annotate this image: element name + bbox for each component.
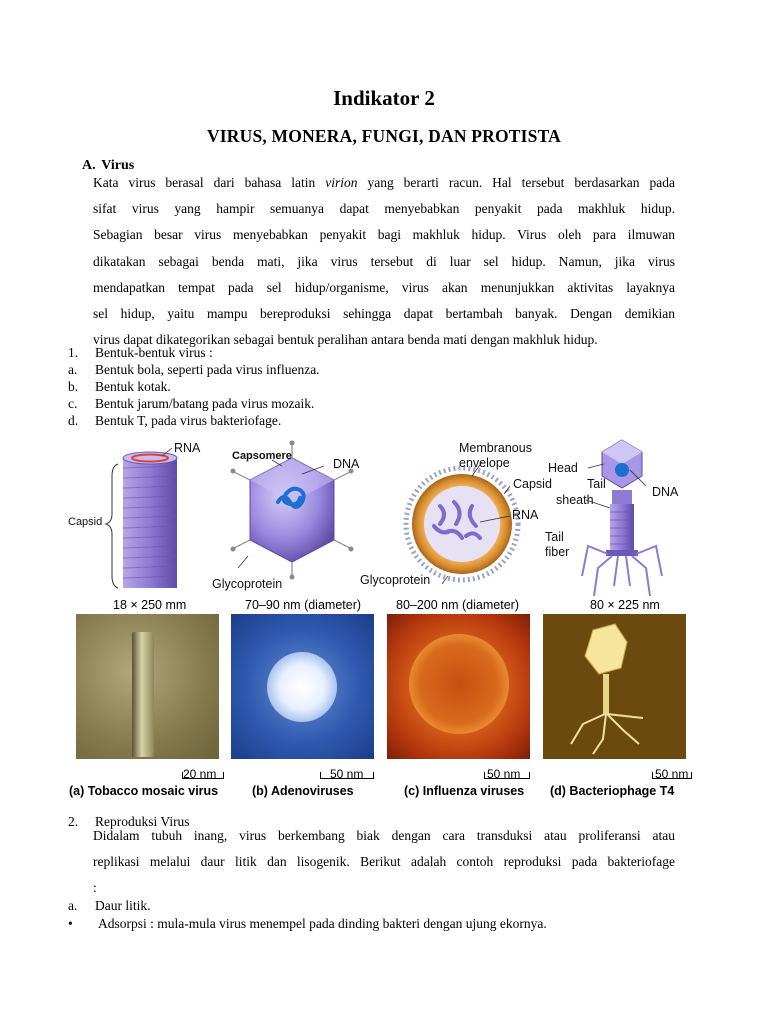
- figure-caption: (a) Tobacco mosaic virus: [69, 784, 219, 798]
- list-text: Bentuk bola, seperti pada virus influenza.: [95, 362, 320, 377]
- label-dna: DNA: [333, 457, 360, 471]
- figure-caption: (d) Bacteriophage T4: [550, 784, 675, 798]
- dimension-label: 80 × 225 nm: [590, 598, 660, 612]
- paragraph-line: Didalam tubuh inang, virus berkembang biak dengan cara transduksi atau proliferansi atau: [93, 828, 675, 843]
- scale-bar: [484, 772, 530, 779]
- intro-line: dikatakan sebagai benda mati, jika virus tersebut di luar sel hidup. Namun, jika virus: [93, 253, 675, 269]
- list-text: Bentuk jarum/batang pada virus mozaik.: [95, 396, 315, 411]
- list-text: Daur litik.: [95, 898, 151, 913]
- page-subtitle: VIRUS, MONERA, FUNGI, DAN PROTISTA: [206, 126, 562, 146]
- label-fiber: fiber: [545, 545, 570, 559]
- list-marker: 2.: [68, 814, 79, 829]
- intro-line: Sebagian besar virus menyebabkan penyakit bagi makhluk hidup. Virus oleh para ilmuwan: [93, 227, 675, 243]
- scale-bar: [182, 772, 224, 779]
- label-capsid: Capsid: [513, 477, 552, 491]
- label-tail: Tail: [545, 530, 564, 544]
- scale-bar: [320, 772, 374, 779]
- scale-label: 20 nm: [183, 767, 217, 781]
- list-text: Reproduksi Virus: [95, 814, 190, 829]
- dimension-label: 18 × 250 mm: [113, 598, 187, 612]
- tobacco-mosaic-diagram: [106, 448, 177, 588]
- label-envelope: envelope: [459, 456, 510, 470]
- dimension-label: 70–90 nm (diameter): [245, 598, 362, 612]
- label-glycoprotein: Glycoprotein: [360, 573, 431, 587]
- label-sheath: sheath: [556, 493, 594, 507]
- scale-label: 50 nm: [655, 767, 689, 781]
- list-text: Bentuk kotak.: [95, 379, 171, 394]
- scale-label: 50 nm: [330, 767, 364, 781]
- intro-line: sifat virus yang hampir semuanya dapat menyebabkan penyakit pada makhluk hidup.: [93, 201, 675, 217]
- list-marker: c.: [68, 396, 78, 411]
- figure-caption: (b) Adenoviruses: [252, 784, 354, 798]
- list-text: Adsorpsi : mula-mula virus menempel pada dinding bakteri dengan ujung ekornya.: [98, 916, 547, 931]
- section-title: Virus: [101, 158, 135, 173]
- latin-term: virion: [325, 175, 358, 190]
- label-capsid: Capsid: [68, 516, 103, 528]
- label-glycoprotein: Glycoprotein: [212, 577, 283, 591]
- intro-line: sel hidup, yaitu mampu bereproduksi sehingga dapat bertambah banyak. Dengan demikian: [93, 305, 675, 321]
- scale-label: 50 nm: [487, 767, 521, 781]
- scale-bar: [652, 772, 692, 779]
- figure-caption: (c) Influenza viruses: [404, 784, 525, 798]
- influenza-diagram: [406, 462, 518, 584]
- bacteriophage-diagram: [582, 440, 662, 596]
- label-rna: RNA: [512, 508, 539, 522]
- list-marker: 1.: [68, 345, 79, 360]
- list-marker: b.: [68, 379, 79, 394]
- label-rna: RNA: [174, 441, 201, 455]
- adenovirus-micrograph: [231, 614, 374, 759]
- section-marker: A.: [82, 158, 96, 173]
- list-marker: a.: [68, 898, 78, 913]
- label-tail: Tail: [587, 477, 606, 491]
- reproduction-paragraph: [93, 823, 675, 875]
- page-title: Indikator 2: [333, 86, 435, 110]
- label-capsomere: Capsomere: [232, 450, 292, 462]
- tobacco-mosaic-micrograph: [76, 614, 219, 759]
- intro-line: Kata virus berasal dari bahasa latin virion yang berarti racun. Hal tersebut berdasarkan pada: [93, 175, 676, 190]
- influenza-micrograph: [387, 614, 530, 759]
- bullet-marker: •: [68, 916, 73, 931]
- intro-line: virus dapat dikategorikan sebagai bentuk peralihan antara benda mati dengan makhluk hidup.: [93, 332, 598, 348]
- list-text: Bentuk T, pada virus bakteriofage.: [95, 413, 282, 428]
- bacteriophage-micrograph: [543, 614, 686, 759]
- paragraph-colon: :: [93, 880, 97, 895]
- intro-line: mendapatkan tempat pada sel hidup/organisme, virus akan menunjukkan aktivitas layaknya: [93, 279, 675, 295]
- list-text: Bentuk-bentuk virus :: [95, 345, 213, 360]
- list-marker: a.: [68, 362, 78, 377]
- dimension-label: 80–200 nm (diameter): [396, 598, 519, 612]
- intro-paragraph: [93, 170, 675, 353]
- paragraph-line: replikasi melalui daur litik dan lisogenik. Berikut adalah contoh reproduksi pada bakteriofage: [93, 854, 675, 870]
- list-marker: d.: [68, 413, 79, 428]
- label-head: Head: [548, 461, 578, 475]
- label-membranous: Membranous: [459, 441, 532, 455]
- label-dna: DNA: [652, 485, 679, 499]
